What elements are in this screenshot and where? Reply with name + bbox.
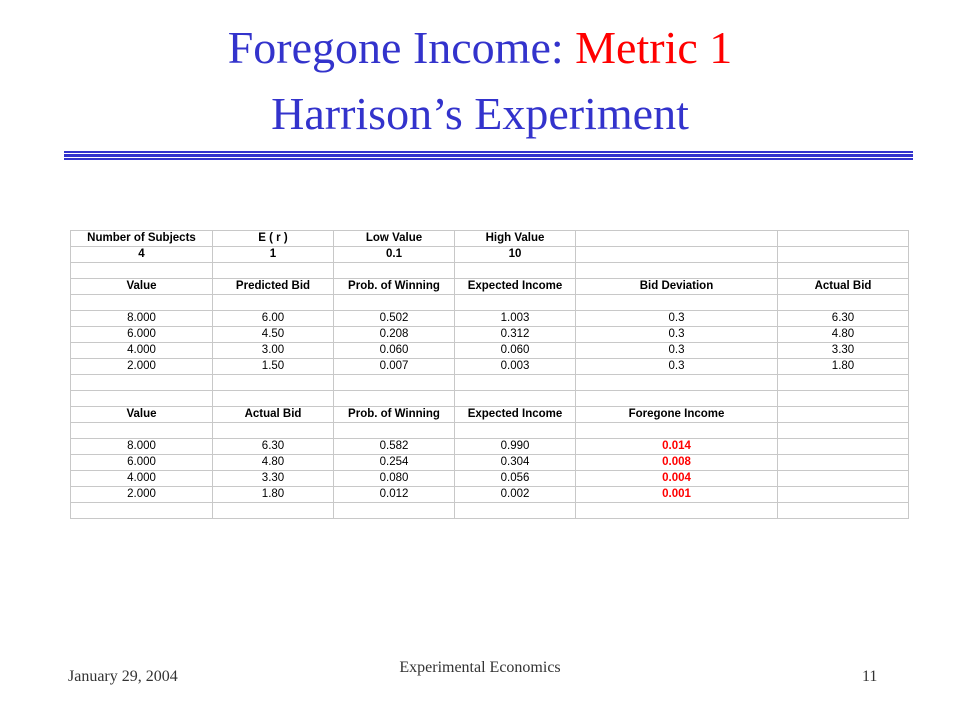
- table-cell: 3.30: [778, 343, 909, 359]
- table-cell: 0.3: [576, 359, 778, 375]
- table-row: [71, 455, 909, 471]
- value-cell: 0.1: [334, 247, 455, 263]
- empty-row: [71, 503, 909, 519]
- table-cell: 1.80: [213, 487, 334, 503]
- table-cell: 4.50: [213, 327, 334, 343]
- empty-row: [71, 423, 909, 439]
- table-row: [71, 487, 909, 503]
- table-cell: 6.000: [71, 327, 213, 343]
- header-cell: Value: [71, 279, 213, 295]
- spreadsheet-table: [70, 230, 909, 519]
- empty-cell: [778, 247, 909, 263]
- empty-cell: [778, 231, 909, 247]
- header-cell: Actual Bid: [213, 407, 334, 423]
- table-cell: 4.000: [71, 343, 213, 359]
- header-cell: Value: [71, 407, 213, 423]
- empty-row: [71, 295, 909, 311]
- table-cell: 3.30: [213, 471, 334, 487]
- table-cell: 0.3: [576, 311, 778, 327]
- header-cell: Number of Subjects: [71, 231, 213, 247]
- slide-title-line-2: Harrison’s Experiment: [271, 88, 689, 139]
- empty-cell: [576, 247, 778, 263]
- table-cell: 4.80: [778, 327, 909, 343]
- title-main-text: Foregone Income:: [227, 22, 576, 73]
- header-cell: Low Value: [334, 231, 455, 247]
- header-cell: Bid Deviation: [576, 279, 778, 295]
- empty-row: [71, 263, 909, 279]
- table-cell: 0.007: [334, 359, 455, 375]
- header-cell: Foregone Income: [576, 407, 778, 423]
- foregone-income-cell: 0.001: [576, 487, 778, 503]
- empty-cell: [576, 231, 778, 247]
- footer-date: January 29, 2004: [68, 668, 178, 685]
- table-cell: 0.582: [334, 439, 455, 455]
- table-row: [71, 311, 909, 327]
- table-cell: 0.208: [334, 327, 455, 343]
- table1-header-row: [71, 279, 909, 295]
- table-cell: 0.304: [455, 455, 576, 471]
- table-cell: 0.012: [334, 487, 455, 503]
- table-cell: 1.50: [213, 359, 334, 375]
- table-cell: 6.000: [71, 455, 213, 471]
- empty-cell: [778, 439, 909, 455]
- foregone-income-cell: 0.008: [576, 455, 778, 471]
- table-cell: 8.000: [71, 311, 213, 327]
- params-header-row: [71, 231, 909, 247]
- header-cell: Expected Income: [455, 279, 576, 295]
- table-cell: 6.30: [213, 439, 334, 455]
- table-cell: 0.060: [455, 343, 576, 359]
- value-cell: 1: [213, 247, 334, 263]
- table-cell: 0.990: [455, 439, 576, 455]
- header-cell: Predicted Bid: [213, 279, 334, 295]
- table-cell: 2.000: [71, 487, 213, 503]
- table-row: [71, 471, 909, 487]
- footer-course: Experimental Economics: [399, 659, 561, 676]
- table-cell: 6.30: [778, 311, 909, 327]
- table-cell: 4.80: [213, 455, 334, 471]
- value-cell: 10: [455, 247, 576, 263]
- table-cell: 1.003: [455, 311, 576, 327]
- table-cell: 0.003: [455, 359, 576, 375]
- header-cell: Actual Bid: [778, 279, 909, 295]
- params-value-row: [71, 247, 909, 263]
- empty-row: [71, 375, 909, 391]
- table-cell: 0.3: [576, 343, 778, 359]
- foregone-income-cell: 0.014: [576, 439, 778, 455]
- table-cell: 0.002: [455, 487, 576, 503]
- empty-cell: [778, 407, 909, 423]
- table-cell: 0.312: [455, 327, 576, 343]
- table-cell: 0.502: [334, 311, 455, 327]
- value-cell: 4: [71, 247, 213, 263]
- table-cell: 0.254: [334, 455, 455, 471]
- header-cell: E ( r ): [213, 231, 334, 247]
- table-cell: 4.000: [71, 471, 213, 487]
- table-row: [71, 439, 909, 455]
- table-row: [71, 343, 909, 359]
- table-cell: 1.80: [778, 359, 909, 375]
- table-cell: 0.3: [576, 327, 778, 343]
- empty-cell: [778, 455, 909, 471]
- page-number: 11: [862, 668, 878, 685]
- foregone-income-cell: 0.004: [576, 471, 778, 487]
- empty-row: [71, 391, 909, 407]
- table-row: [71, 327, 909, 343]
- table-cell: 6.00: [213, 311, 334, 327]
- header-cell: Prob. of Winning: [334, 407, 455, 423]
- empty-cell: [778, 487, 909, 503]
- table2-header-row: [71, 407, 909, 423]
- header-cell: Prob. of Winning: [334, 279, 455, 295]
- header-cell: High Value: [455, 231, 576, 247]
- slide-title-line-1: [0, 22, 960, 74]
- table-cell: 3.00: [213, 343, 334, 359]
- title-accent-text: Metric 1: [575, 22, 733, 73]
- table-cell: 2.000: [71, 359, 213, 375]
- header-cell: Expected Income: [455, 407, 576, 423]
- title-divider: [64, 151, 913, 160]
- table-cell: 0.080: [334, 471, 455, 487]
- table-cell: 8.000: [71, 439, 213, 455]
- table-row: [71, 359, 909, 375]
- table-cell: 0.056: [455, 471, 576, 487]
- table-cell: 0.060: [334, 343, 455, 359]
- empty-cell: [778, 471, 909, 487]
